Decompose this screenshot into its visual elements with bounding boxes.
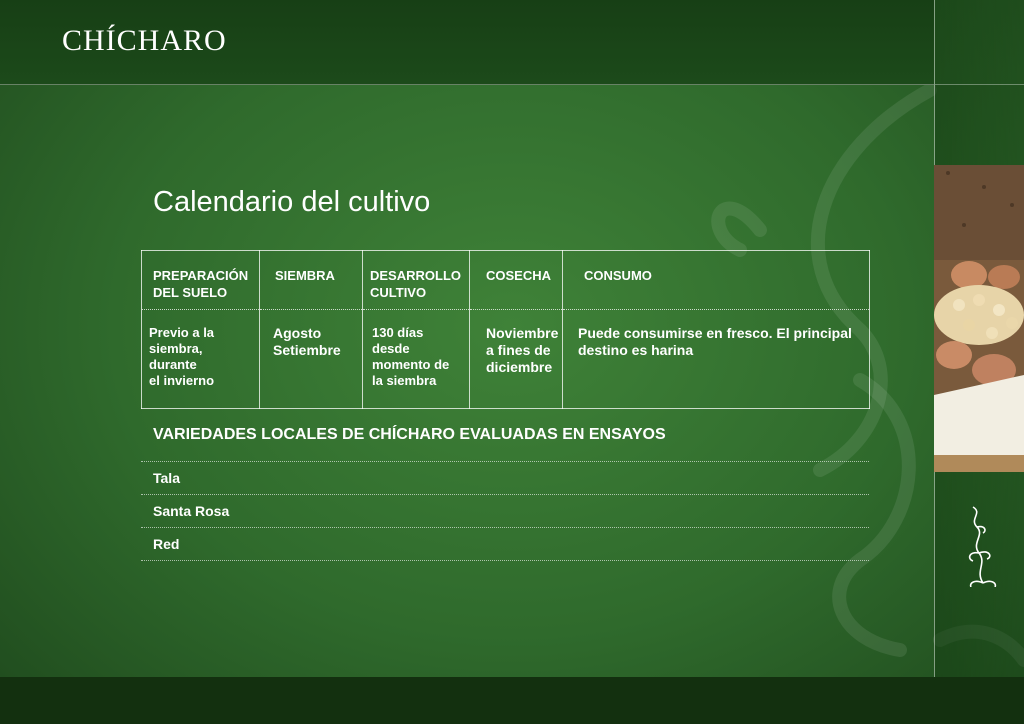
list-item: Tala: [141, 461, 869, 494]
column-header-consumo: CONSUMO: [563, 251, 870, 310]
column-header-siembra: SIEMBRA: [260, 251, 363, 310]
brand-title: CHÍCHARO: [62, 24, 227, 57]
list-item: Red: [141, 527, 869, 561]
cell-preparacion: Previo a la siembra, durante el invierno: [142, 310, 260, 409]
varieties-title: VARIEDADES LOCALES DE CHÍCHARO EVALUADAS EN ENSAYOS: [153, 426, 666, 443]
table-row: [142, 310, 870, 409]
chickpea-photo: [934, 165, 1024, 472]
cell-desarrollo: 130 días desde momento de la siembra: [363, 310, 470, 409]
cell-cosecha: Noviembre a fines de diciembre: [470, 310, 563, 409]
column-header-cosecha: COSECHA: [470, 251, 563, 310]
varieties-list: [141, 461, 869, 561]
header-bar: [0, 0, 934, 85]
section-title: Calendario del cultivo: [153, 186, 431, 218]
footer-bar: [0, 677, 1024, 724]
column-header-preparacion: PREPARACIÓN DEL SUELO: [142, 251, 260, 310]
column-header-desarrollo: DESARROLLO CULTIVO: [363, 251, 470, 310]
crop-calendar-table: [141, 250, 870, 409]
cell-consumo: Puede consumirse en fresco. El principal destino es harina: [563, 310, 870, 409]
table-header-row: [142, 251, 870, 310]
list-item: Santa Rosa: [141, 494, 869, 527]
floral-ornament-icon: [963, 505, 1003, 587]
divider: [935, 84, 1024, 85]
cell-siembra: Agosto Setiembre: [260, 310, 363, 409]
